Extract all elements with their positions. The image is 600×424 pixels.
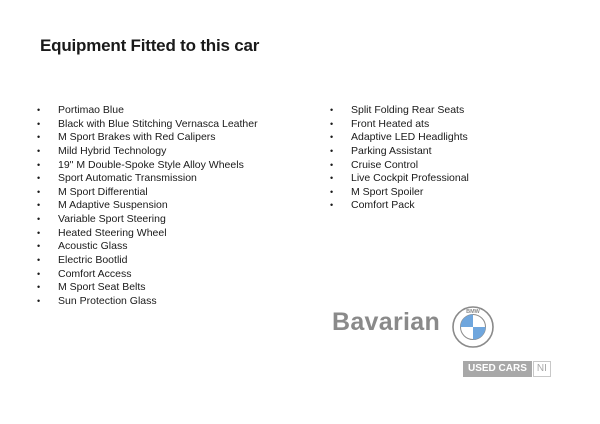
list-item-label: Electric Bootlid (58, 254, 128, 267)
bullet-icon: • (37, 214, 41, 225)
list-item (36, 213, 306, 227)
list-item-label: Live Cockpit Professional (351, 172, 469, 185)
list-item-label: Heated Steering Wheel (58, 226, 167, 239)
list-item (36, 254, 306, 268)
badge-region-label: NI (533, 361, 551, 377)
list-item (36, 227, 306, 241)
list-item (36, 131, 306, 145)
list-item (36, 199, 306, 213)
list-item-label: M Sport Seat Belts (58, 281, 146, 294)
list-item-label: Parking Assistant (351, 144, 432, 157)
bullet-icon: • (37, 173, 41, 184)
bullet-icon: • (330, 118, 334, 129)
list-item (36, 268, 306, 282)
list-item-label: Front Heated ats (351, 117, 430, 130)
list-item (36, 186, 306, 200)
bullet-icon: • (37, 159, 41, 170)
bullet-icon: • (330, 132, 334, 143)
bmw-roundel-icon (452, 306, 494, 348)
list-item-label: 19" M Double-Spoke Style Alloy Wheels (58, 158, 244, 171)
bullet-icon: • (37, 268, 41, 279)
list-item-label: Comfort Pack (351, 199, 415, 212)
page-title: Equipment Fitted to this car (40, 36, 260, 55)
list-item-label: M Sport Differential (58, 185, 148, 198)
bullet-icon: • (37, 241, 41, 252)
list-item-label: M Sport Spoiler (351, 185, 424, 198)
list-item (36, 104, 306, 118)
list-item (36, 118, 306, 132)
list-item-label: Mild Hybrid Technology (58, 144, 167, 157)
list-item-label: Portimao Blue (58, 104, 124, 116)
bullet-icon: • (37, 118, 41, 129)
bullet-icon: • (37, 295, 41, 306)
list-item-label: Acoustic Glass (58, 240, 128, 253)
list-item (329, 199, 579, 213)
bullet-icon: • (330, 173, 334, 184)
bullet-icon: • (330, 186, 334, 197)
bullet-icon: • (37, 105, 41, 115)
equipment-list-left (36, 104, 306, 309)
list-item-label: Comfort Access (58, 267, 132, 280)
list-item (329, 172, 579, 186)
bullet-icon: • (37, 227, 41, 238)
list-item-label: Black with Blue Stitching Vernasca Leather (58, 117, 258, 130)
list-item (36, 145, 306, 159)
badge-used-label: USED CARS (463, 361, 532, 377)
bullet-icon: • (37, 132, 41, 143)
list-item-label: Sun Protection Glass (58, 294, 157, 307)
bullet-icon: • (330, 105, 334, 115)
list-item (329, 159, 579, 173)
bullet-icon: • (37, 255, 41, 266)
list-item (36, 159, 306, 173)
list-item (36, 240, 306, 254)
list-item (329, 186, 579, 200)
dealer-logo-wordmark: Bavarian (332, 308, 441, 336)
bullet-icon: • (330, 200, 334, 211)
list-item-label: Cruise Control (351, 158, 419, 171)
bullet-icon: • (37, 186, 41, 197)
bullet-icon: • (37, 145, 41, 156)
list-item (36, 172, 306, 186)
list-item (36, 295, 306, 309)
list-item-label: Split Folding Rear Seats (351, 104, 465, 116)
equipment-list-right (329, 104, 579, 213)
roundel-letters: BMW (466, 309, 480, 316)
bullet-icon: • (37, 282, 41, 293)
list-item-label: M Adaptive Suspension (58, 199, 168, 212)
used-cars-badge (463, 361, 551, 377)
bullet-icon: • (37, 200, 41, 211)
list-item-label: M Sport Brakes with Red Calipers (58, 131, 216, 144)
list-item (329, 118, 579, 132)
list-item (36, 281, 306, 295)
list-item-label: Variable Sport Steering (58, 213, 166, 226)
list-item (329, 104, 579, 118)
list-item (329, 131, 579, 145)
list-item-label: Adaptive LED Headlights (351, 131, 468, 144)
bullet-icon: • (330, 159, 334, 170)
bullet-icon: • (330, 145, 334, 156)
list-item-label: Sport Automatic Transmission (58, 172, 197, 185)
list-item (329, 145, 579, 159)
